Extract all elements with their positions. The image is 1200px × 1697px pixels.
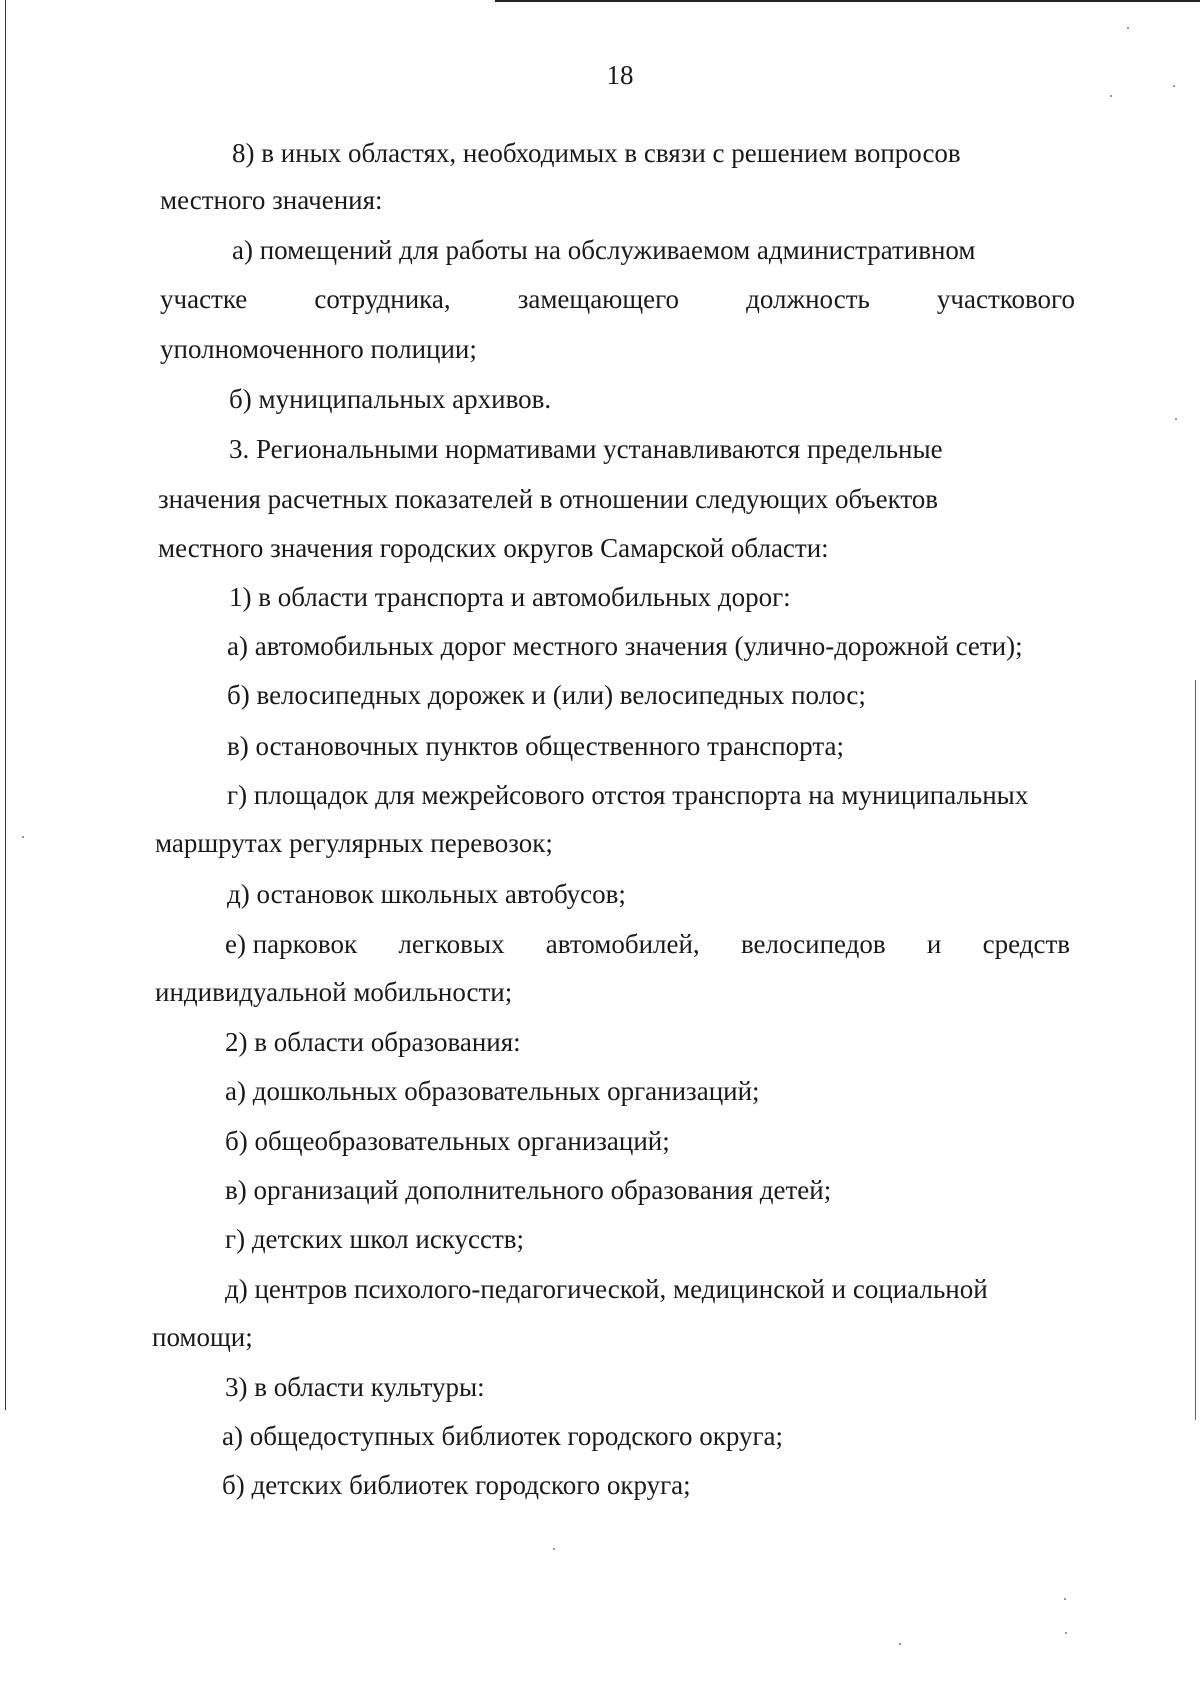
paragraph-line: значения расчетных показателей в отношении следующих объектов [158,484,939,514]
paragraph-line-justified [160,283,1075,315]
scan-speck [553,1548,555,1550]
scan-speck [22,836,24,838]
paragraph-line: б) общеобразовательных организаций; [225,1126,670,1156]
paragraph-line-justified [225,928,1070,960]
paragraph-line: 8) в иных областях, необходимых в связи с решением вопросов [232,138,961,168]
paragraph-line: а) помещений для работы на обслуживаемом административном [232,235,976,265]
word: легковых [398,929,505,959]
paragraph-line: а) общедоступных библиотек городского округа; [222,1421,784,1451]
word: средств [982,929,1070,959]
word: замещающего [517,284,680,314]
scan-speck [1065,1632,1067,1634]
scan-speck [1127,27,1129,29]
page-number: 18 [606,60,634,90]
scan-speck [1110,95,1112,97]
paragraph-line: местного значения городских округов Самарской области: [158,533,829,563]
paragraph-line: д) остановок школьных автобусов; [227,879,626,909]
paragraph-line: б) детских библиотек городского округа; [222,1470,691,1500]
paragraph-line: 2) в области образования: [225,1027,521,1057]
paragraph-line: 1) в области транспорта и автомобильных дорог: [229,582,791,612]
paragraph-line: 3. Региональными нормативами устанавливаются предельные [229,434,943,464]
paragraph-line: б) муниципальных архивов. [229,384,552,414]
word: должность [746,284,870,314]
paragraph-line: г) детских школ искусств; [225,1224,525,1254]
word: и [926,929,942,959]
paragraph-line: индивидуальной мобильности; [155,977,513,1007]
scan-right-edge [1195,680,1196,1420]
scan-speck [899,1643,901,1645]
word: участке [160,284,248,314]
paragraph-line: д) центров психолого-педагогической, медицинской и социальной [225,1274,988,1304]
word: сотрудника, [314,284,451,314]
word: велосипедов [740,929,886,959]
paragraph-line: а) дошкольных образовательных организаций; [225,1076,760,1106]
paragraph-line: 3) в области культуры: [225,1372,485,1402]
word: е) парковок [225,929,358,959]
scan-top-edge [495,0,1200,2]
scan-speck [1175,418,1177,420]
paragraph-line: уполномоченного полиции; [160,334,477,364]
paragraph-line: б) велосипедных дорожек и (или) велосипедных полос; [227,680,866,710]
word: автомобилей, [545,929,700,959]
paragraph-line: в) остановочных пунктов общественного транспорта; [227,731,844,761]
scan-speck [1064,1598,1066,1600]
paragraph-line: маршрутах регулярных перевозок; [155,828,553,858]
paragraph-line: г) площадок для межрейсового отстоя транспорта на муниципальных [227,780,1029,810]
scan-left-edge [5,0,6,1410]
paragraph-line: в) организаций дополнительного образования детей; [225,1175,832,1205]
paragraph-line: а) автомобильных дорог местного значения (улично-дорожной сети); [227,631,1023,661]
word: участкового [936,284,1075,314]
paragraph-line: местного значения: [160,185,383,215]
paragraph-line: помощи; [152,1322,253,1352]
